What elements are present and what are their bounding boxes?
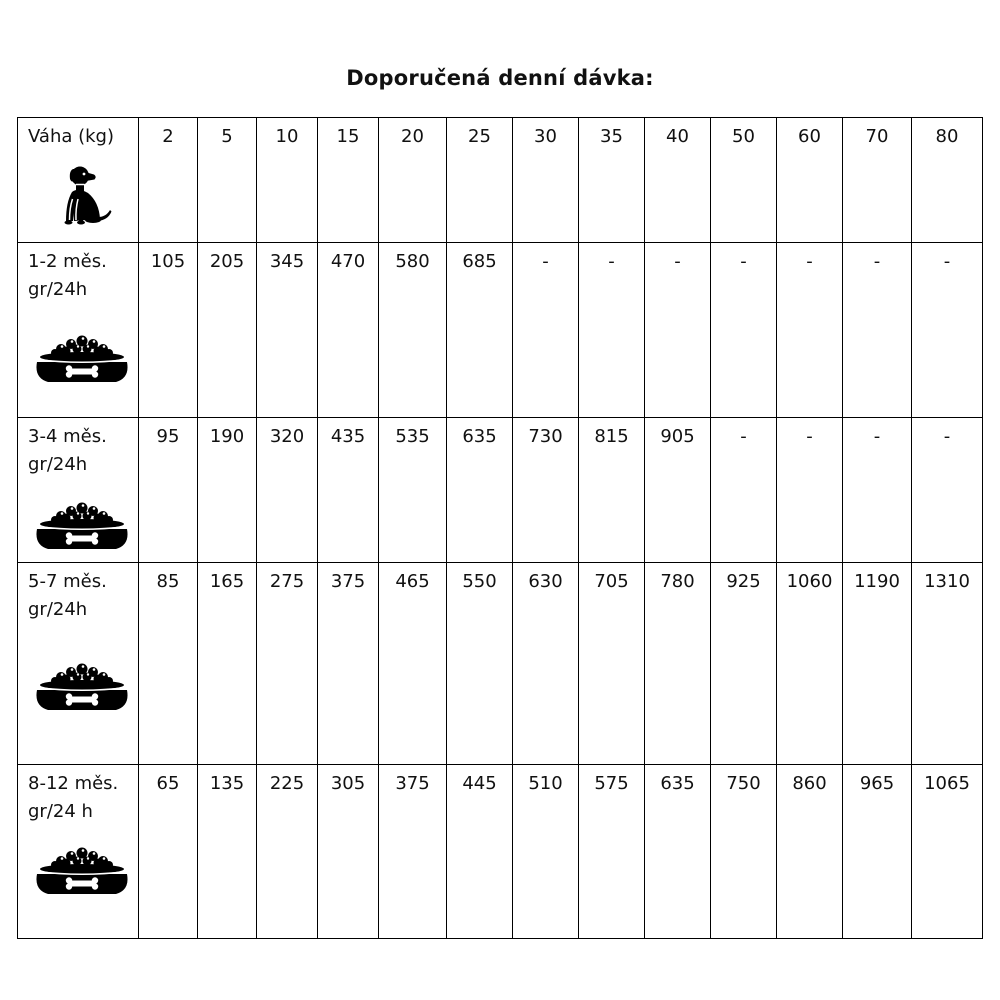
unit-label: gr/24h <box>28 279 88 300</box>
value-cell: 705 <box>579 563 645 765</box>
value-cell: 750 <box>711 765 777 939</box>
unit-label: gr/24 h <box>28 801 93 822</box>
weight-cell: 2 <box>139 118 198 243</box>
weight-label: Váha (kg) <box>28 126 115 147</box>
weight-cell: 5 <box>198 118 257 243</box>
table-row <box>18 563 983 765</box>
food-bowl-icon <box>34 501 130 551</box>
value-cell: - <box>843 418 912 563</box>
value-cell: 375 <box>318 563 379 765</box>
value-cell: 925 <box>711 563 777 765</box>
value-cell: - <box>843 243 912 418</box>
value-cell: 85 <box>139 563 198 765</box>
value-cell: - <box>777 243 843 418</box>
value-cell: 580 <box>379 243 447 418</box>
value-cell: 1190 <box>843 563 912 765</box>
value-cell: 205 <box>198 243 257 418</box>
value-cell: 510 <box>513 765 579 939</box>
value-cell: 375 <box>379 765 447 939</box>
weight-cell: 30 <box>513 118 579 243</box>
value-cell: 535 <box>379 418 447 563</box>
value-cell: 965 <box>843 765 912 939</box>
age-label: 8-12 měs. <box>28 773 119 794</box>
age-label: 3-4 měs. <box>28 426 107 447</box>
value-cell: 105 <box>139 243 198 418</box>
age-header-cell <box>18 563 139 765</box>
food-bowl-icon <box>34 334 130 384</box>
value-cell: 905 <box>645 418 711 563</box>
value-cell: - <box>711 243 777 418</box>
value-cell: 275 <box>257 563 318 765</box>
value-cell: 780 <box>645 563 711 765</box>
value-cell: - <box>579 243 645 418</box>
value-cell: 305 <box>318 765 379 939</box>
value-cell: 465 <box>379 563 447 765</box>
header-row <box>18 118 983 243</box>
value-cell: 345 <box>257 243 318 418</box>
value-cell: 95 <box>139 418 198 563</box>
weight-header-cell <box>18 118 139 243</box>
age-header-cell <box>18 418 139 563</box>
weight-cell: 60 <box>777 118 843 243</box>
page-title: Doporučená denní dávka: <box>346 66 654 90</box>
weight-cell: 15 <box>318 118 379 243</box>
weight-cell: 10 <box>257 118 318 243</box>
table-row <box>18 765 983 939</box>
value-cell: - <box>645 243 711 418</box>
value-cell: 190 <box>198 418 257 563</box>
food-bowl-icon <box>34 846 130 896</box>
value-cell: 165 <box>198 563 257 765</box>
value-cell: 630 <box>513 563 579 765</box>
value-cell: 860 <box>777 765 843 939</box>
value-cell: 550 <box>447 563 513 765</box>
weight-cell: 25 <box>447 118 513 243</box>
value-cell: 135 <box>198 765 257 939</box>
value-cell: 815 <box>579 418 645 563</box>
value-cell: 635 <box>645 765 711 939</box>
value-cell: 65 <box>139 765 198 939</box>
table-row <box>18 243 983 418</box>
value-cell: - <box>777 418 843 563</box>
value-cell: 320 <box>257 418 318 563</box>
dog-icon <box>50 161 112 227</box>
value-cell: - <box>513 243 579 418</box>
value-cell: 1065 <box>912 765 983 939</box>
weight-cell: 70 <box>843 118 912 243</box>
weight-cell: 35 <box>579 118 645 243</box>
weight-cell: 20 <box>379 118 447 243</box>
value-cell: 470 <box>318 243 379 418</box>
age-header-cell <box>18 765 139 939</box>
unit-label: gr/24h <box>28 599 88 620</box>
feeding-table <box>17 117 983 939</box>
value-cell: 225 <box>257 765 318 939</box>
weight-cell: 50 <box>711 118 777 243</box>
value-cell: 435 <box>318 418 379 563</box>
age-label: 5-7 měs. <box>28 571 107 592</box>
table-row <box>18 418 983 563</box>
value-cell: - <box>711 418 777 563</box>
age-label: 1-2 měs. <box>28 251 107 272</box>
food-bowl-icon <box>34 662 130 712</box>
value-cell: 730 <box>513 418 579 563</box>
value-cell: 635 <box>447 418 513 563</box>
value-cell: 1060 <box>777 563 843 765</box>
value-cell: 1310 <box>912 563 983 765</box>
value-cell: 445 <box>447 765 513 939</box>
unit-label: gr/24h <box>28 454 88 475</box>
value-cell: - <box>912 418 983 563</box>
value-cell: - <box>912 243 983 418</box>
value-cell: 575 <box>579 765 645 939</box>
weight-cell: 40 <box>645 118 711 243</box>
weight-cell: 80 <box>912 118 983 243</box>
age-header-cell <box>18 243 139 418</box>
value-cell: 685 <box>447 243 513 418</box>
